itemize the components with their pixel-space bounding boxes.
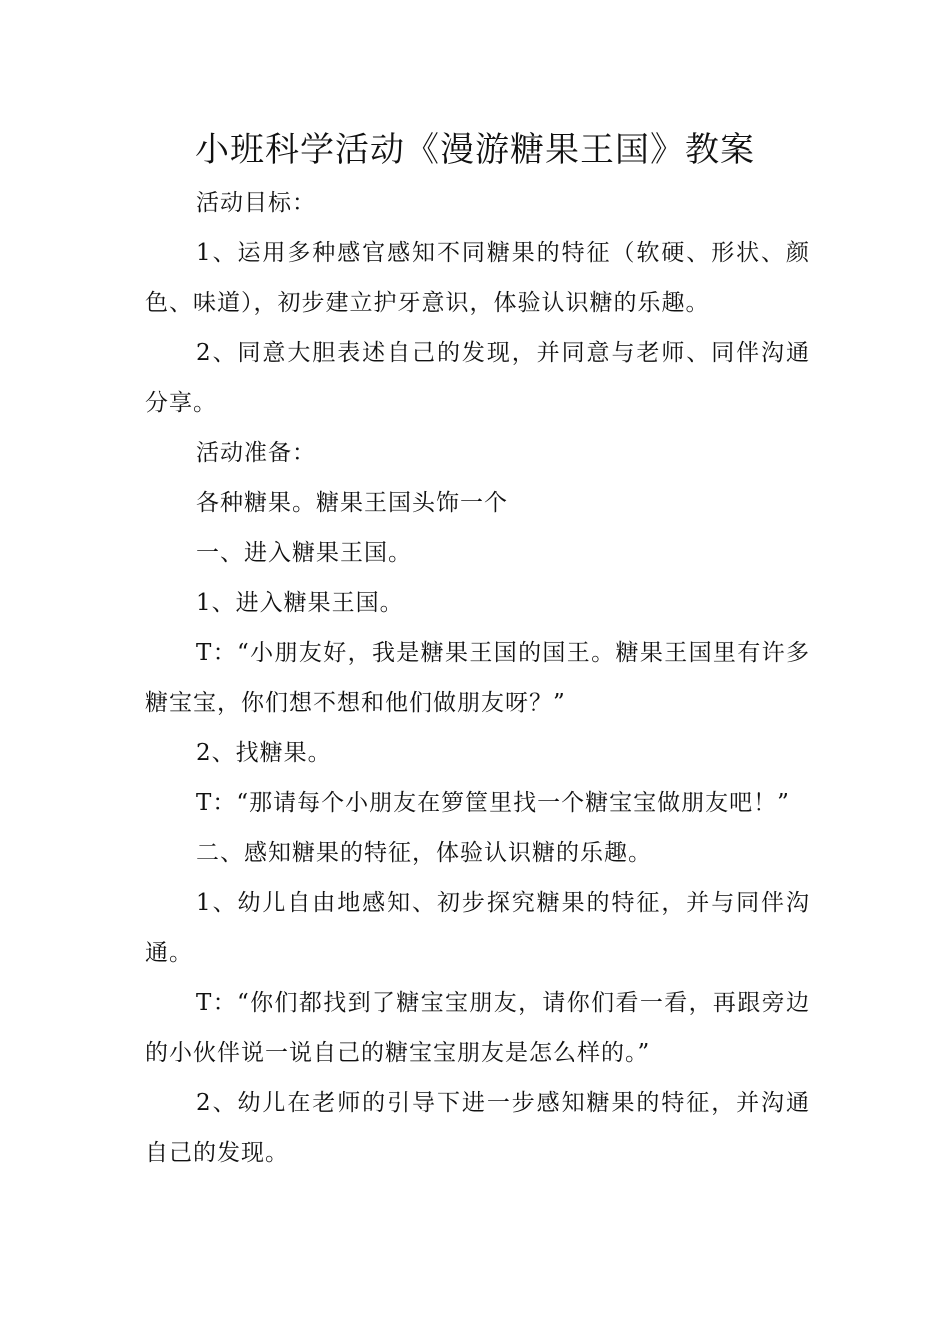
teacher-dialogue-2: T：“那请每个小朋友在箩筐里找一个糖宝宝做朋友吧！” [196, 790, 790, 816]
step-heading-2: 二、感知糖果的特征，体验认识糖的乐趣。 [196, 840, 652, 866]
preparation-text: 各种糖果。糖果王国头饰一个 [196, 490, 508, 516]
page-title: 小班科学活动《漫游糖果王国》教案 [195, 130, 755, 170]
teacher-dialogue-3: T：“你们都找到了糖宝宝朋友，请你们看一看，再跟旁边的小伙伴说一说自己的糖宝宝朋友是怎么样的。” [145, 990, 810, 1066]
sub-step-1-2: 2、找糖果。 [196, 740, 332, 766]
goal-item-2: 2、同意大胆表述自己的发现，并同意与老师、同伴沟通分享。 [145, 340, 810, 416]
teacher-dialogue-1: T：“小朋友好，我是糖果王国的国王。糖果王国里有许多糖宝宝，你们想不想和他们做朋友呀？” [145, 640, 810, 716]
goal-item-1: 1、运用多种感官感知不同糖果的特征（软硬、形状、颜色、味道），初步建立护牙意识，体验认识糖的乐趣。 [145, 240, 810, 316]
document-body [145, 178, 810, 1178]
step-heading-1: 一、进入糖果王国。 [196, 540, 412, 566]
section-heading-goals: 活动目标： [196, 190, 316, 216]
sub-step-2-2: 2、幼儿在老师的引导下进一步感知糖果的特征，并沟通自己的发现。 [145, 1090, 810, 1166]
sub-step-1-1: 1、进入糖果王国。 [196, 590, 404, 616]
section-heading-preparation: 活动准备： [196, 440, 316, 466]
sub-step-2-1: 1、幼儿自由地感知、初步探究糖果的特征，并与同伴沟通。 [145, 890, 810, 966]
